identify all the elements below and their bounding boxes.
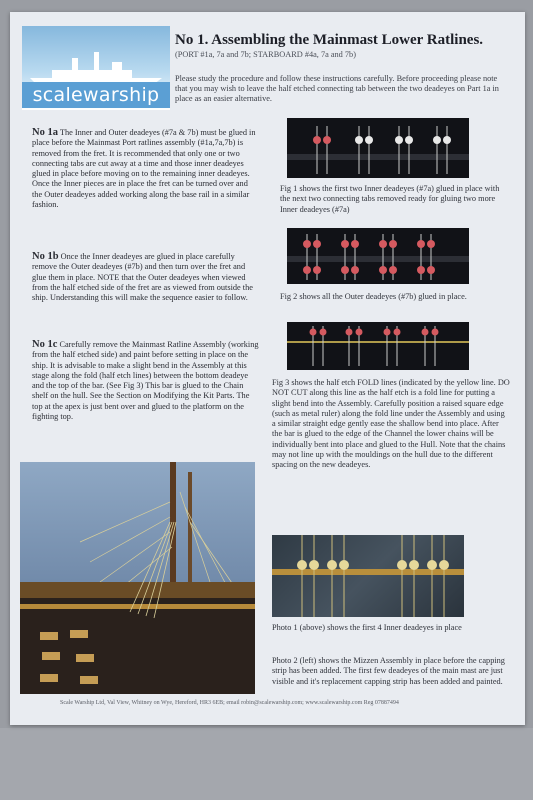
- intro-text: Please study the procedure and follow these instructions carefully. Before proceeding please note that you may wish to leave the half etched connecting tab between the two deadeyes on Part 1a in place as an easier alternative.: [175, 74, 499, 103]
- photo-2-ship-image: [20, 462, 255, 694]
- fig1-fret-drawing: [287, 118, 469, 178]
- figure-2-image: [287, 228, 469, 284]
- section-text: Once the Inner deadeyes are glued in place carefully remove the Outer deadeyes (#7b) and then turn over the fret and glue them in place. NOTE that the Outer deadeyes when viewed from the half etched side of the fret are as viewed from outside the ship. Understanding this will make the sequence easier to follow.: [32, 252, 253, 303]
- footer-contact: Scale Warship Ltd, Val View, Whitney on Wye, Hereford, HR3 6EB; email robin@scalewarship.com; www.scalewarship.com Reg 07887494: [60, 700, 399, 706]
- section-1a: [32, 128, 260, 210]
- background-surface: [0, 728, 533, 800]
- figure-1-caption: Fig 1 shows the first two Inner deadeyes (#7a) glued in place with the next two connecting tabs removed ready for gluing two more Inner deadeyes (#7a): [280, 184, 500, 214]
- section-text: Carefully remove the Mainmast Ratline Assembly (working from the half etched side) and paint before setting in place on the ship. It is advisable to make a slight bend in the Assembly at this stage along the fold (half etch lines) between the bottom deadeye and the top of the bar. (See Fig 3) This bar is glued to the Chain shelf on the hull. See the Section on Modifying the Kit Parts. The top at the apex is just bent over and glued to the platform on the fighting top.: [32, 340, 259, 422]
- section-1b: [32, 252, 260, 303]
- section-heading: No 1c: [32, 339, 58, 350]
- figure-3-caption: Fig 3 shows the half etch FOLD lines (indicated by the yellow line. DO NOT CUT along this line as the half etch is a fold line for putting a slight bend into the Assembly. Carefully position a raised square edge (such as metal ruler) along the fold line under the Assembly and using a similar straight edge gently ease the shallow bend into place. After the bar is glued to the edge of the Channel the lower chains will be individually bent into place and glued to the Hull. Note that the chains may not line up with the mouldings on the hull due to the different spacing on the new deadeyes.: [272, 378, 510, 470]
- figure-3-image: [287, 322, 469, 370]
- figure-2-caption: Fig 2 shows all the Outer deadeyes (#7b) glued in place.: [280, 292, 467, 301]
- section-heading: No 1b: [32, 251, 59, 262]
- fig3-fret-drawing: [287, 322, 469, 370]
- photo-2-caption: Photo 2 (left) shows the Mizzen Assembly in place before the capping strip has been added. The first few deadeyes of the main mast are just visible and it's replacement capping strip has been added and painted.: [272, 656, 505, 686]
- fig2-fret-drawing: [287, 228, 469, 284]
- page-title: No 1. Assembling the Mainmast Lower Ratlines.: [175, 32, 484, 48]
- figure-1-image: [287, 118, 469, 178]
- scalewarship-logo: [22, 26, 170, 110]
- page-subtitle: (PORT #1a, 7a and 7b; STARBOARD #4a, 7a and 7b): [175, 50, 356, 59]
- section-heading: No 1a: [32, 127, 58, 138]
- section-text: The Inner and Outer deadeyes (#7a & 7b) must be glued in place before the Mainmast Port ratlines assembly (#1a,7a,7b) is removed from the fret. It is recommended that only one or two connecting tabs are cut away at a time and those inner deadeyes glued in place before moving on to the remaining inner deadeyes. Once the Inner pieces are in place the fret can be turned over and the Outer deadeyes added working along the base rail in a similar fashion.: [32, 128, 256, 210]
- photo-1-image: [272, 535, 464, 617]
- logo-text: scalewarship: [22, 82, 170, 108]
- photo1-deadeyes-drawing: [272, 535, 464, 617]
- ship-model-illustration: [20, 462, 255, 694]
- photo-1-caption: Photo 1 (above) shows the first 4 Inner deadeyes in place: [272, 623, 462, 632]
- section-1c: [32, 340, 260, 422]
